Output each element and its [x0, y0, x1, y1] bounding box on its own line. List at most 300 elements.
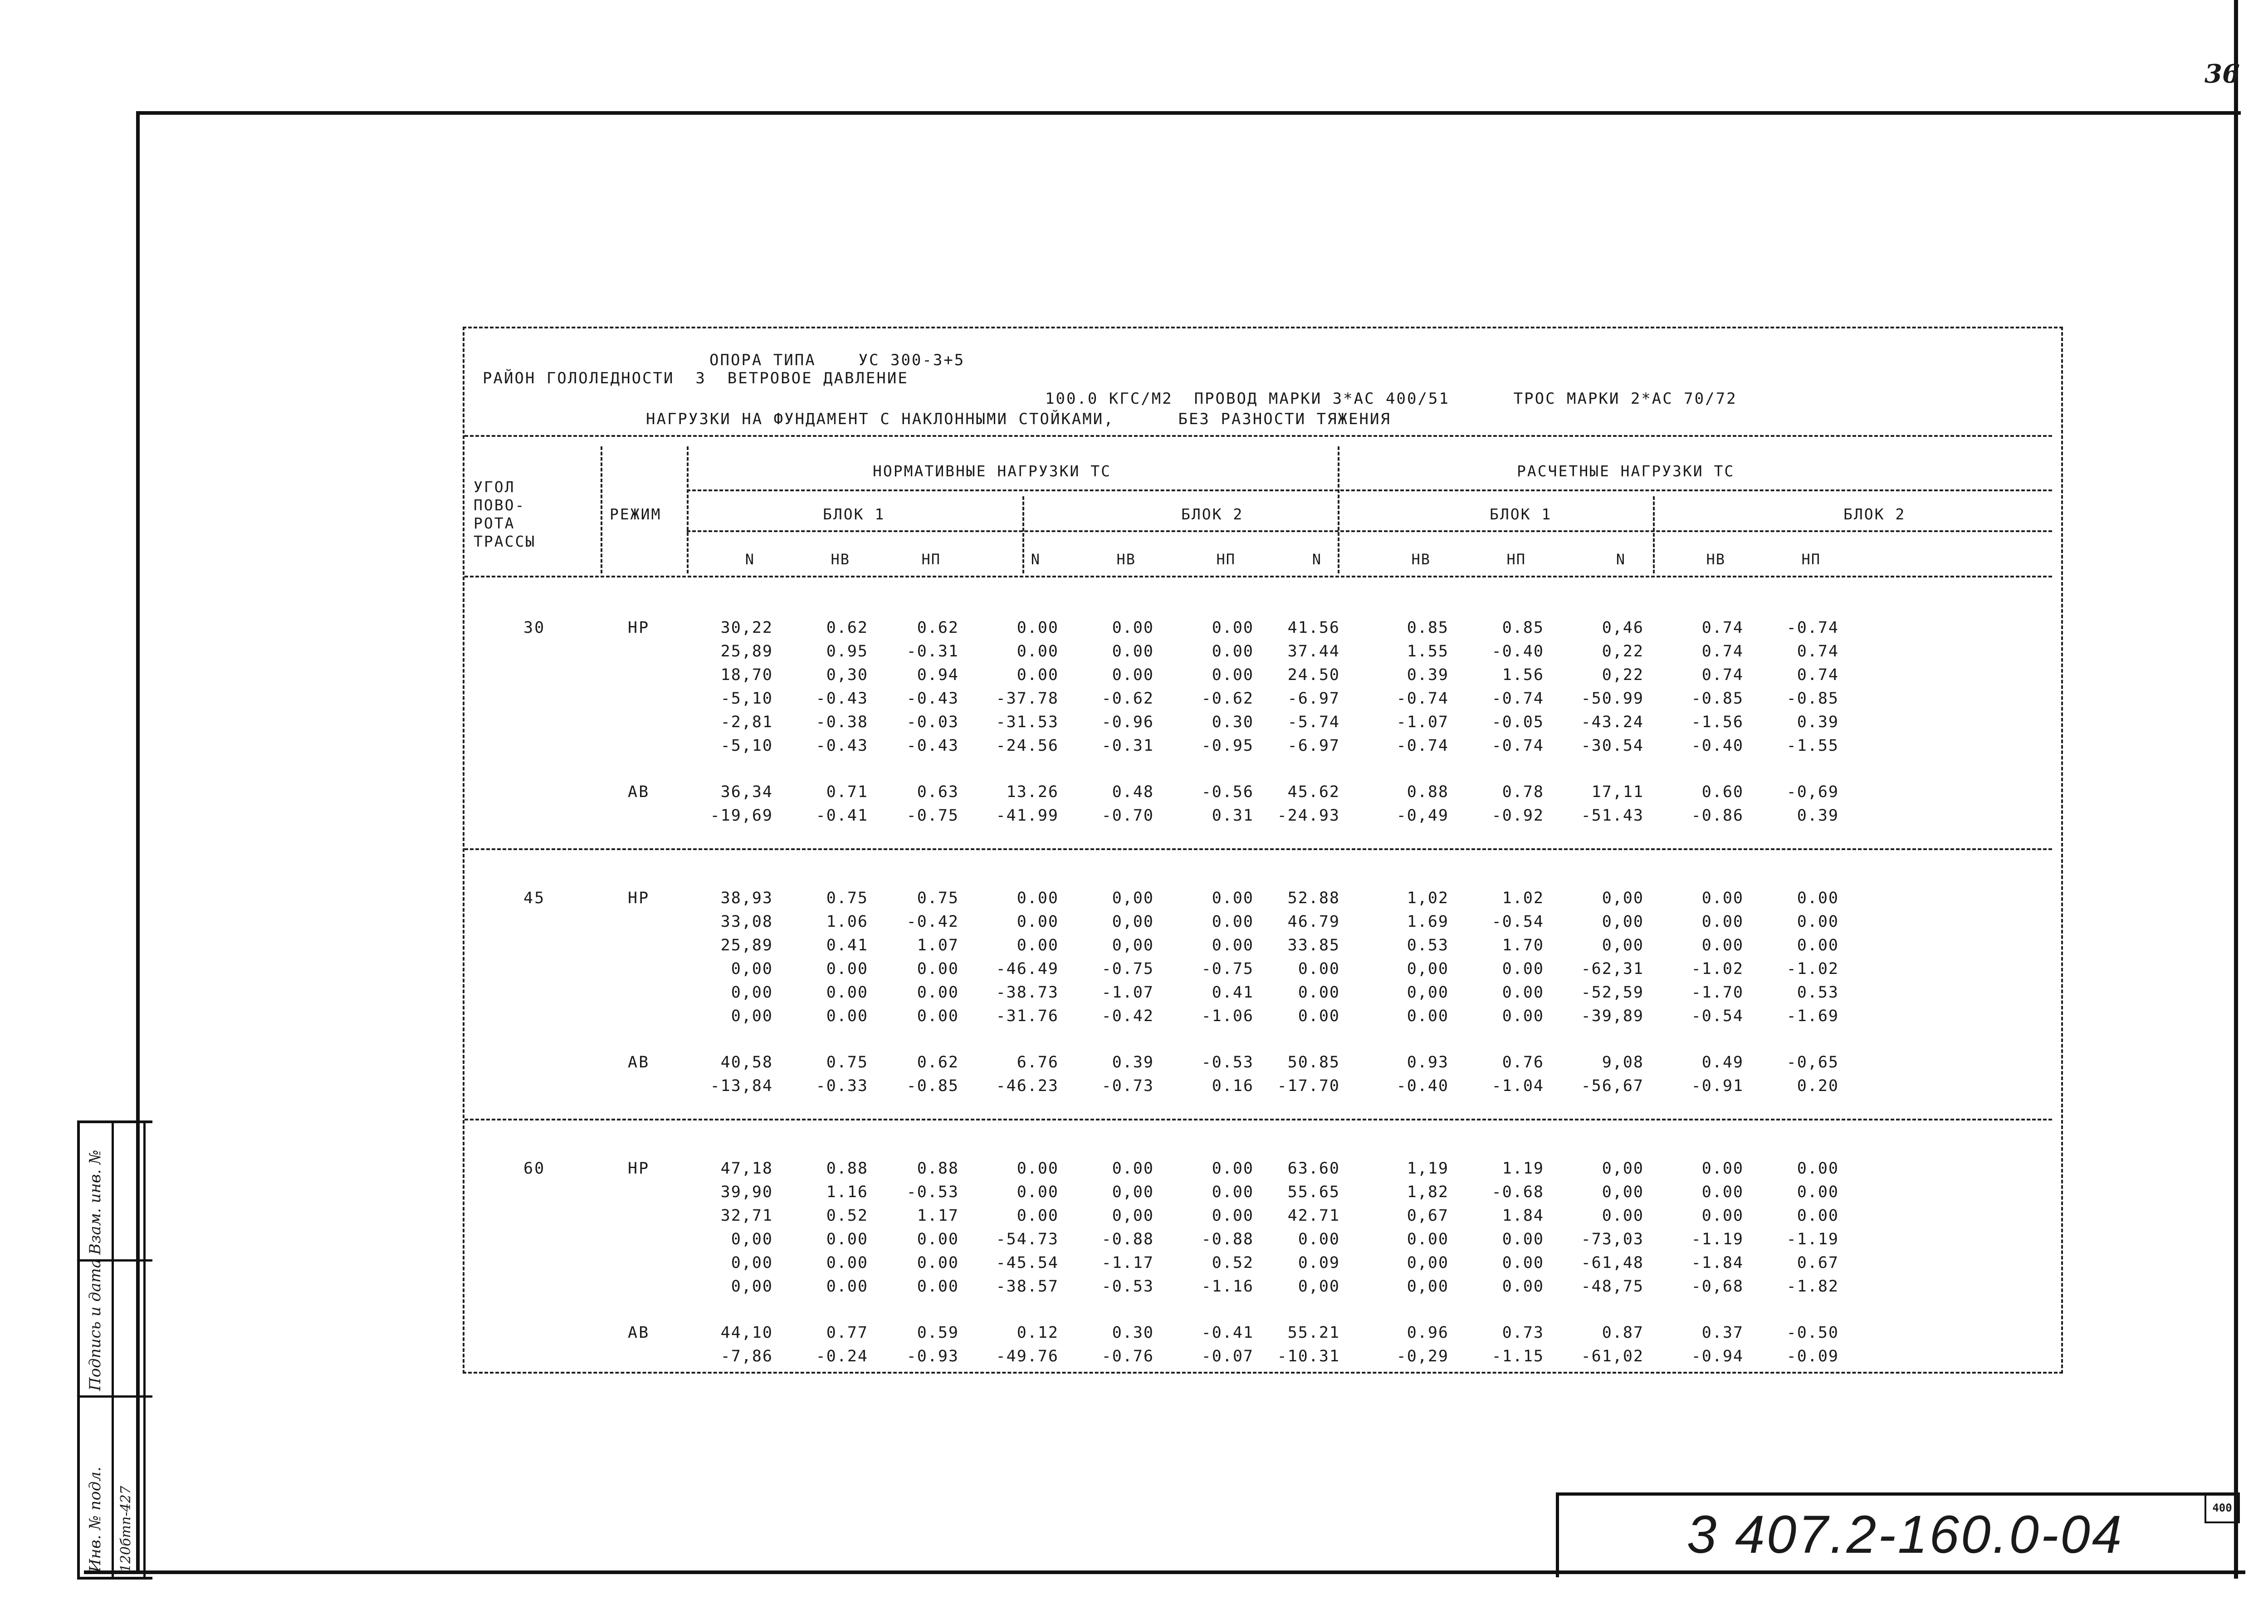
table-cell: 0,00 — [1407, 1254, 1449, 1272]
design-loads-header: РАСЧЕТНЫЕ НАГРУЗКИ ТС — [1517, 462, 1735, 480]
table-cell: 0.00 — [1797, 889, 1839, 907]
table-cell: -0.41 — [816, 807, 868, 825]
table-cell: 0.00 — [1212, 642, 1254, 660]
table-cell: 0.88 — [917, 1159, 959, 1178]
table-cell: 1.17 — [917, 1207, 959, 1225]
table-cell: -0.73 — [1101, 1077, 1154, 1095]
table-cell: 0.30 — [1212, 713, 1254, 731]
header-line-region: РАЙОН ГОЛОЛЕДНОСТИ 3 ВЕТРОВОЕ ДАВЛЕНИЕ — [483, 369, 909, 387]
table-cell: 1,19 — [1407, 1159, 1449, 1178]
table-cell: -24.56 — [996, 737, 1059, 755]
header-line-wire: 100.0 КГС/М2 ПРОВОД МАРКИ 3*АС 400/51 ТРОС МАРКИ 2*АС 70/72 — [1045, 390, 1737, 408]
table-cell: -0.43 — [906, 737, 959, 755]
table-cell: -0.85 — [906, 1077, 959, 1095]
design-block1-header: БЛОК 1 — [1490, 505, 1552, 523]
table-cell: 0.16 — [1212, 1077, 1254, 1095]
table-cell: 0.20 — [1797, 1077, 1839, 1095]
table-cell: -1.02 — [1691, 960, 1744, 978]
table-cell: 0.00 — [1112, 1159, 1154, 1178]
table-cell: 0.88 — [826, 1159, 868, 1178]
table-cell: 0.52 — [826, 1207, 868, 1225]
table-cell: -1.17 — [1101, 1254, 1154, 1272]
table-cell: -0.76 — [1101, 1347, 1154, 1365]
header-line-support-type: ОПОРА ТИПА УС 300-3+5 — [709, 351, 965, 369]
table-cell: 0.00 — [1298, 1007, 1340, 1025]
table-cell: -0.70 — [1101, 807, 1154, 825]
table-cell: 0,00 — [1407, 983, 1449, 1002]
table-cell: 0.12 — [1017, 1324, 1059, 1342]
table-cell: -0,49 — [1396, 807, 1449, 825]
table-cell: 0.00 — [1212, 666, 1254, 684]
table-cell: 32,71 — [720, 1207, 773, 1225]
table-cell: 0.73 — [1502, 1324, 1544, 1342]
sub-column-header: НВ — [1706, 551, 1725, 568]
table-cell: 0.53 — [1797, 983, 1839, 1002]
table-cell: 0.00 — [917, 1254, 959, 1272]
table-cell: -0.09 — [1786, 1347, 1839, 1365]
table-cell: 41.56 — [1287, 619, 1340, 637]
table-cell: 0.00 — [1212, 913, 1254, 931]
table-cell: -0.40 — [1491, 642, 1544, 660]
table-rule — [687, 530, 2052, 532]
table-cell: -56,67 — [1581, 1077, 1644, 1095]
normative-block2-header: БЛОК 2 — [1181, 505, 1244, 523]
table-cell: -1.19 — [1691, 1230, 1744, 1248]
table-cell: -51.43 — [1581, 807, 1644, 825]
frame-top-border — [136, 111, 2241, 115]
table-cell: -39,89 — [1581, 1007, 1644, 1025]
table-cell: -37.78 — [996, 690, 1059, 708]
table-cell: 0.00 — [1212, 889, 1254, 907]
table-cell: 1.07 — [917, 936, 959, 954]
table-cell: -0.74 — [1396, 690, 1449, 708]
mode-value: НР — [628, 619, 650, 637]
table-cell: 0.41 — [1212, 983, 1254, 1002]
table-cell: 0.39 — [1112, 1053, 1154, 1071]
table-cell: 0.00 — [1502, 1230, 1544, 1248]
table-cell: 0.00 — [826, 1277, 868, 1296]
table-cell: 0,00 — [731, 983, 773, 1002]
table-cell: -0.62 — [1101, 690, 1154, 708]
table-cell: 0.00 — [1701, 936, 1744, 954]
group-separator — [464, 848, 2052, 850]
table-cell: 0.00 — [1298, 960, 1340, 978]
table-cell: -73,03 — [1581, 1230, 1644, 1248]
table-cell: 0.00 — [1017, 1207, 1059, 1225]
table-cell: 30,22 — [720, 619, 773, 637]
table-cell: 0,00 — [1602, 889, 1644, 907]
table-cell: 0.59 — [917, 1324, 959, 1342]
table-cell: 0,00 — [1112, 1207, 1154, 1225]
table-cell: -0.75 — [1101, 960, 1154, 978]
sub-column-header: НП — [1801, 551, 1821, 568]
table-cell: -0.88 — [1201, 1230, 1254, 1248]
table-cell: 0.00 — [1701, 913, 1744, 931]
table-cell: 0.67 — [1797, 1254, 1839, 1272]
table-cell: 0,67 — [1407, 1207, 1449, 1225]
table-cell: -61,02 — [1581, 1347, 1644, 1365]
table-cell: -1.06 — [1201, 1007, 1254, 1025]
table-cell: 46.79 — [1287, 913, 1340, 931]
table-cell: 0.00 — [1112, 642, 1154, 660]
table-cell: 0.39 — [1797, 807, 1839, 825]
table-cell: 0,00 — [731, 1230, 773, 1248]
table-cell: 0,46 — [1602, 619, 1644, 637]
table-cell: 1.70 — [1502, 936, 1544, 954]
turn-angle-value: 30 — [523, 619, 546, 637]
table-cell: 0.71 — [826, 783, 868, 801]
table-cell: 0.75 — [917, 889, 959, 907]
table-cell: 0.75 — [826, 1053, 868, 1071]
table-cell: 0,00 — [1298, 1277, 1340, 1296]
table-cell: 0.00 — [1701, 889, 1744, 907]
table-cell: 50.85 — [1287, 1053, 1340, 1071]
table-cell: 1,82 — [1407, 1183, 1449, 1201]
table-cell: 25,89 — [720, 642, 773, 660]
side-stamp — [77, 1120, 152, 1580]
table-cell: -0,65 — [1786, 1053, 1839, 1071]
table-cell: -0.95 — [1201, 737, 1254, 755]
table-cell: 0.00 — [1502, 960, 1544, 978]
table-cell: 0.00 — [826, 983, 868, 1002]
table-cell: -43.24 — [1581, 713, 1644, 731]
table-cell: -50.99 — [1581, 690, 1644, 708]
stamp-signature-label: Подпись и дата — [86, 1259, 104, 1391]
table-cell: 0.39 — [1407, 666, 1449, 684]
table-cell: 0.00 — [1701, 1183, 1744, 1201]
table-cell: -1.16 — [1201, 1277, 1254, 1296]
sub-column-header: N — [1031, 551, 1041, 568]
table-cell: 1.19 — [1502, 1159, 1544, 1178]
table-cell: 0.96 — [1407, 1324, 1449, 1342]
table-cell: 0.74 — [1701, 619, 1744, 637]
design-block2-header: БЛОК 2 — [1843, 505, 1906, 523]
table-cell: -1.70 — [1691, 983, 1744, 1002]
table-cell: -1.07 — [1396, 713, 1449, 731]
table-cell: -31.53 — [996, 713, 1059, 731]
table-cell: -0,69 — [1786, 783, 1839, 801]
table-cell: 0.00 — [917, 1230, 959, 1248]
table-cell: 63.60 — [1287, 1159, 1340, 1178]
table-cell: 0.00 — [826, 960, 868, 978]
table-cell: -0.74 — [1491, 737, 1544, 755]
table-cell: -0.33 — [816, 1077, 868, 1095]
table-cell: 0.95 — [826, 642, 868, 660]
table-cell: 9,08 — [1602, 1053, 1644, 1071]
sub-column-header: НП — [1216, 551, 1236, 568]
table-cell: -0.03 — [906, 713, 959, 731]
table-cell: 0.87 — [1602, 1324, 1644, 1342]
table-rule — [687, 489, 2052, 491]
sheet-number: 36 — [2204, 59, 2240, 89]
table-rule — [464, 576, 2052, 577]
table-cell: 0.00 — [1502, 983, 1544, 1002]
mode-value: АВ — [628, 1053, 650, 1071]
table-cell: 0.00 — [1298, 983, 1340, 1002]
table-cell: -0.75 — [1201, 960, 1254, 978]
table-cell: 0.41 — [826, 936, 868, 954]
table-cell: -0.42 — [906, 913, 959, 931]
table-cell: 0.00 — [1112, 666, 1154, 684]
sub-column-header: НВ — [831, 551, 850, 568]
table-cell: 18,70 — [720, 666, 773, 684]
table-cell: -0.92 — [1491, 807, 1544, 825]
table-cell: -1.07 — [1101, 983, 1154, 1002]
table-cell: 0.00 — [1602, 1207, 1644, 1225]
col-angle-label: ПОВО- — [474, 496, 526, 514]
table-cell: 0.00 — [1797, 913, 1839, 931]
normative-loads-header: НОРМАТИВНЫЕ НАГРУЗКИ ТС — [873, 462, 1111, 480]
table-cell: -0.68 — [1491, 1183, 1544, 1201]
sub-column-header: N — [1616, 551, 1626, 568]
table-cell: 0.00 — [1212, 1183, 1254, 1201]
table-cell: 0.00 — [1502, 1007, 1544, 1025]
table-cell: 0.00 — [1017, 1159, 1059, 1178]
table-cell: -1.15 — [1491, 1347, 1544, 1365]
table-cell: 0,00 — [1112, 889, 1154, 907]
mode-value: АВ — [628, 783, 650, 801]
table-cell: -48,75 — [1581, 1277, 1644, 1296]
table-cell: -2,81 — [720, 713, 773, 731]
table-cell: 0.00 — [1797, 1207, 1839, 1225]
table-cell: 0.00 — [1407, 1230, 1449, 1248]
table-cell: 0.74 — [1797, 642, 1839, 660]
table-cell: 1.16 — [826, 1183, 868, 1201]
table-cell: 0,00 — [1602, 936, 1644, 954]
table-cell: -0.31 — [906, 642, 959, 660]
table-rule — [601, 446, 602, 573]
table-cell: 0.75 — [826, 889, 868, 907]
table-cell: 55.21 — [1287, 1324, 1340, 1342]
table-cell: -0.53 — [906, 1183, 959, 1201]
table-cell: 0.00 — [917, 1277, 959, 1296]
table-cell: 0.00 — [1502, 1254, 1544, 1272]
table-cell: 0.00 — [1017, 936, 1059, 954]
table-cell: 0.00 — [1112, 619, 1154, 637]
table-cell: -0.85 — [1786, 690, 1839, 708]
table-cell: -62,31 — [1581, 960, 1644, 978]
table-cell: 0.09 — [1298, 1254, 1340, 1272]
table-cell: -6.97 — [1287, 690, 1340, 708]
table-cell: 0.85 — [1502, 619, 1544, 637]
sub-column-header: НВ — [1411, 551, 1431, 568]
table-cell: -0.53 — [1101, 1277, 1154, 1296]
table-cell: 0.31 — [1212, 807, 1254, 825]
table-cell: -1.19 — [1786, 1230, 1839, 1248]
table-cell: -30.54 — [1581, 737, 1644, 755]
frame-right-border — [2234, 0, 2238, 1579]
mode-value: НР — [628, 889, 650, 907]
table-cell: -0.50 — [1786, 1324, 1839, 1342]
table-cell: 6.76 — [1017, 1053, 1059, 1071]
table-cell: 0,00 — [1407, 1277, 1449, 1296]
table-cell: 0.00 — [1298, 1230, 1340, 1248]
stamp-inventory-value: 120бтп-427 — [118, 1486, 134, 1572]
table-cell: 0.00 — [826, 1007, 868, 1025]
table-cell: 1.06 — [826, 913, 868, 931]
table-cell: -24.93 — [1277, 807, 1340, 825]
table-cell: 0.62 — [826, 619, 868, 637]
table-cell: 0.00 — [1212, 619, 1254, 637]
table-cell: -0.93 — [906, 1347, 959, 1365]
table-cell: 37.44 — [1287, 642, 1340, 660]
table-cell: 0,00 — [731, 1254, 773, 1272]
group-separator — [464, 1119, 2052, 1120]
turn-angle-value: 45 — [523, 889, 546, 907]
table-cell: 1.55 — [1407, 642, 1449, 660]
table-cell: 0.00 — [1797, 1183, 1839, 1201]
table-cell: 0.63 — [917, 783, 959, 801]
table-cell: 0.62 — [917, 619, 959, 637]
table-cell: 36,34 — [720, 783, 773, 801]
table-cell: 0.00 — [1502, 1277, 1544, 1296]
table-cell: -0.40 — [1691, 737, 1744, 755]
table-cell: -0.07 — [1201, 1347, 1254, 1365]
sub-column-header: N — [745, 551, 755, 568]
table-cell: -0.24 — [816, 1347, 868, 1365]
stamp-replace-label: Взам. инв. № — [86, 1150, 104, 1255]
mode-value: НР — [628, 1159, 650, 1178]
table-cell: 0.76 — [1502, 1053, 1544, 1071]
table-cell: -54.73 — [996, 1230, 1059, 1248]
table-cell: -0.96 — [1101, 713, 1154, 731]
table-cell: 1.69 — [1407, 913, 1449, 931]
table-cell: 0.00 — [1017, 1183, 1059, 1201]
sub-column-header: N — [1312, 551, 1322, 568]
table-cell: 0.30 — [1112, 1324, 1154, 1342]
table-cell: 0.00 — [1701, 1207, 1744, 1225]
table-cell: -6.97 — [1287, 737, 1340, 755]
table-cell: -61,48 — [1581, 1254, 1644, 1272]
table-cell: 0.00 — [1017, 666, 1059, 684]
table-cell: 0.00 — [1212, 936, 1254, 954]
table-cell: 0,00 — [1602, 913, 1644, 931]
table-cell: 0.00 — [1212, 1159, 1254, 1178]
table-cell: 24.50 — [1287, 666, 1340, 684]
table-cell: 0.00 — [1017, 619, 1059, 637]
table-cell: 0.88 — [1407, 783, 1449, 801]
table-cell: -19,69 — [710, 807, 773, 825]
table-cell: -49.76 — [996, 1347, 1059, 1365]
table-cell: 0.00 — [917, 983, 959, 1002]
table-cell: -13,84 — [710, 1077, 773, 1095]
table-cell: -0.75 — [906, 807, 959, 825]
table-cell: 0.78 — [1502, 783, 1544, 801]
loads-table — [463, 327, 2063, 1374]
table-cell: 0,00 — [731, 1007, 773, 1025]
table-cell: -0.56 — [1201, 783, 1254, 801]
table-cell: 47,18 — [720, 1159, 773, 1178]
col-angle-label: ТРАССЫ — [474, 533, 536, 550]
table-cell: -5,10 — [720, 737, 773, 755]
table-cell: -0.62 — [1201, 690, 1254, 708]
turn-angle-value: 60 — [523, 1159, 546, 1178]
document-code: 3 407.2-160.0-04 — [1686, 1505, 2124, 1565]
table-cell: -0.53 — [1201, 1053, 1254, 1071]
table-cell: 25,89 — [720, 936, 773, 954]
mode-value: АВ — [628, 1324, 650, 1342]
table-cell: -5.74 — [1287, 713, 1340, 731]
table-cell: 0.37 — [1701, 1324, 1744, 1342]
table-rule — [464, 435, 2052, 437]
table-cell: -46.23 — [996, 1077, 1059, 1095]
table-cell: 39,90 — [720, 1183, 773, 1201]
table-cell: 0.39 — [1797, 713, 1839, 731]
table-cell: -0.41 — [1201, 1324, 1254, 1342]
table-cell: 0,30 — [826, 666, 868, 684]
table-cell: 0.00 — [1017, 889, 1059, 907]
table-cell: 0.74 — [1797, 666, 1839, 684]
table-cell: 0.00 — [917, 960, 959, 978]
table-cell: -1.55 — [1786, 737, 1839, 755]
table-cell: -0.94 — [1691, 1347, 1744, 1365]
table-cell: -0.43 — [816, 690, 868, 708]
table-cell: 0.00 — [826, 1254, 868, 1272]
table-cell: 0.62 — [917, 1053, 959, 1071]
table-cell: 0.93 — [1407, 1053, 1449, 1071]
table-cell: 0.00 — [826, 1230, 868, 1248]
table-cell: 0.00 — [1017, 642, 1059, 660]
table-cell: -0.05 — [1491, 713, 1544, 731]
table-cell: 1.84 — [1502, 1207, 1544, 1225]
table-cell: 38,93 — [720, 889, 773, 907]
table-cell: -0.40 — [1396, 1077, 1449, 1095]
table-cell: -7,86 — [720, 1347, 773, 1365]
header-line-title: НАГРУЗКИ НА ФУНДАМЕНТ С НАКЛОННЫМИ СТОЙКАМИ, БЕЗ РАЗНОСТИ ТЯЖЕНИЯ — [646, 410, 1391, 428]
table-cell: 55.65 — [1287, 1183, 1340, 1201]
table-cell: 0.00 — [1797, 1159, 1839, 1178]
table-cell: -0.54 — [1691, 1007, 1744, 1025]
col-angle-label: РОТА — [474, 514, 515, 532]
table-cell: 0,00 — [1112, 1183, 1154, 1201]
table-cell: -52,59 — [1581, 983, 1644, 1002]
table-cell: -1.82 — [1786, 1277, 1839, 1296]
table-cell: -17.70 — [1277, 1077, 1340, 1095]
table-cell: -45.54 — [996, 1254, 1059, 1272]
table-cell: 52.88 — [1287, 889, 1340, 907]
table-cell: 0.53 — [1407, 936, 1449, 954]
table-cell: -0.74 — [1396, 737, 1449, 755]
table-cell: 44,10 — [720, 1324, 773, 1342]
table-cell: -0.86 — [1691, 807, 1744, 825]
table-cell: -0.43 — [906, 690, 959, 708]
table-cell: -0.43 — [816, 737, 868, 755]
sub-column-header: НВ — [1116, 551, 1136, 568]
table-cell: -0.38 — [816, 713, 868, 731]
table-cell: 0,00 — [1602, 1159, 1644, 1178]
table-cell: 0,00 — [1407, 960, 1449, 978]
stamp-inventory-label: Инв. № подл. — [86, 1467, 104, 1572]
table-cell: 1,02 — [1407, 889, 1449, 907]
table-cell: -41.99 — [996, 807, 1059, 825]
table-cell: -0.91 — [1691, 1077, 1744, 1095]
table-cell: 0,00 — [1112, 936, 1154, 954]
table-cell: 0.77 — [826, 1324, 868, 1342]
table-cell: -0.74 — [1786, 619, 1839, 637]
table-cell: -5,10 — [720, 690, 773, 708]
table-cell: -1.84 — [1691, 1254, 1744, 1272]
table-cell: -38.73 — [996, 983, 1059, 1002]
stamp-divider — [80, 1395, 152, 1398]
table-cell: -1.02 — [1786, 960, 1839, 978]
table-cell: 45.62 — [1287, 783, 1340, 801]
table-cell: 0,00 — [731, 1277, 773, 1296]
table-cell: 0.00 — [1701, 1159, 1744, 1178]
table-cell: 42.71 — [1287, 1207, 1340, 1225]
table-cell: 33.85 — [1287, 936, 1340, 954]
table-cell: 0,00 — [1112, 913, 1154, 931]
table-cell: -0,68 — [1691, 1277, 1744, 1296]
